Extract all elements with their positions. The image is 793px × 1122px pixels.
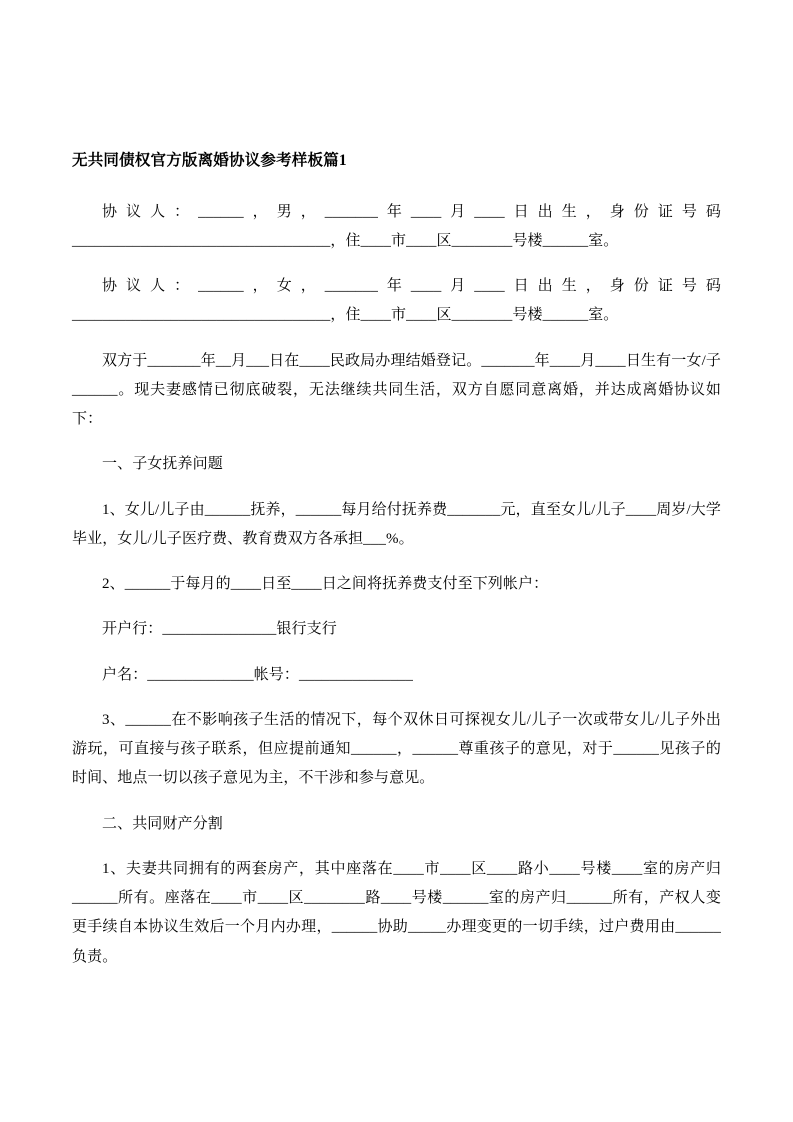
heading-section-two: 二、共同财产分割 [102,815,223,832]
paragraph-item-1-3: 3、______在不影响孩子生活的情况下，每个双休日可探视女儿/儿子一次或带女儿/儿子外出游玩，可直接与孩子联系，但应提前通知______，______尊重孩子的意见，对于______见孩子的时间、地点一切以孩子意见为主，不干涉和参与意见。 [72,711,721,787]
paragraph-marriage-statement: 双方于_______年__月___日在____民政局办理结婚登记。_______年____月____日生有一女/子______。现夫妻感情已彻底破裂，无法继续共同生活，双方自愿同意离婚，并达成离婚协议如下： [72,352,721,428]
paragraph-item-1-2: 2、______于每月的____日至____日之间将抚养费支付至下列帐户： [102,576,549,593]
paragraph-item-1-1: 1、女儿/儿子由______抚养，______每月给付抚养费_______元，直至女儿/儿子____周岁/大学毕业，女儿/儿子医疗费、教育费双方各承担___%。 [72,501,721,547]
paragraph-item-2-1: 1、夫妻共同拥有的两套房产，其中座落在____市____区____路小____号楼____室的房产归______所有。座落在____市____区________路____号楼______室的房产归______所有，产权人变更手续自本协议生效后一个月内办理，______协助_____办理变更的一切手续，过户费用由______负责。 [72,860,721,965]
paragraph-bank-line: 开户行：_______________银行支行 [102,621,337,638]
paragraph-party-b: 协议人：______，女，_______年____月____日出生，身份证号码__________________________________，住____市____区________号楼______室。 [72,278,721,324]
paragraph-account-line: 户名：______________帐号：_______________ [102,666,414,683]
page-title: 无共同债权官方版离婚协议参考样板篇1 [72,152,347,169]
paragraph-party-a: 协议人：______，男，_______年____月____日出生，身份证号码__________________________________，住____市____区________号楼______室。 [72,203,721,249]
heading-section-one: 一、子女抚养问题 [102,456,223,473]
